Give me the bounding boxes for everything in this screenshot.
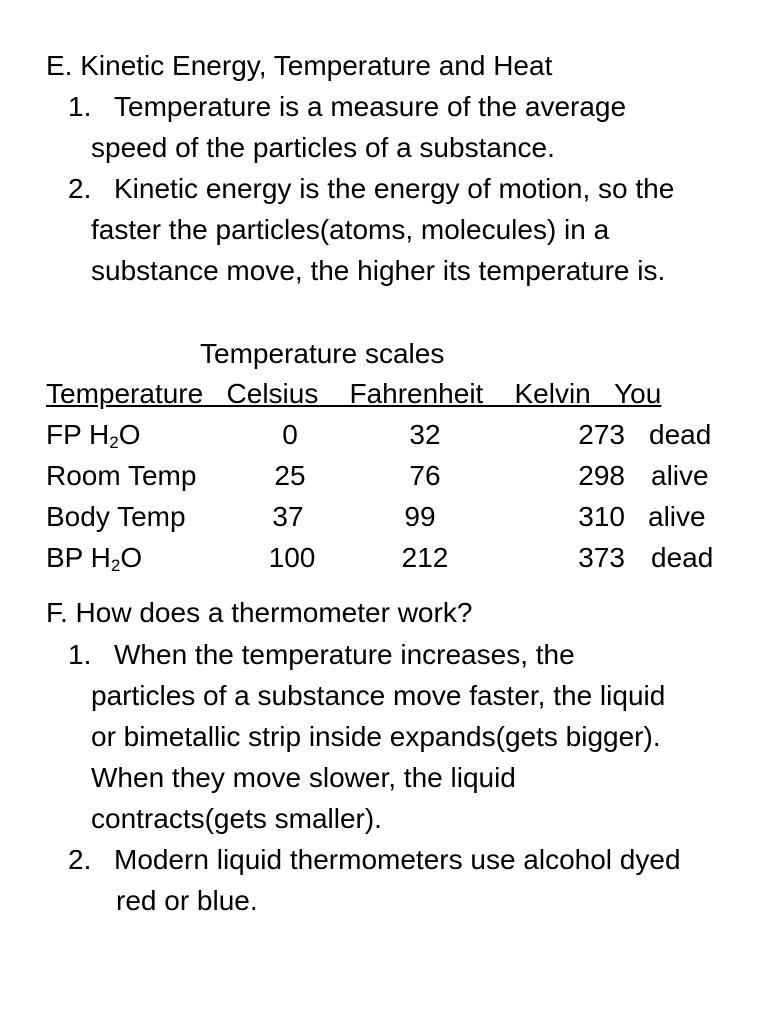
section-f-item-2	[68, 846, 681, 874]
list-number: 2.	[68, 173, 92, 204]
list-item-text: contracts(gets smaller).	[91, 803, 382, 834]
header-celsius: Celsius	[226, 378, 319, 409]
cell-kelvin: 310	[578, 501, 625, 532]
header-temperature: Temperature	[46, 378, 204, 409]
list-item-text: When they move slower, the liquid	[91, 762, 516, 793]
header-kelvin: Kelvin	[514, 378, 591, 409]
cell-kelvin: 273	[578, 419, 625, 450]
list-item-text: or bimetallic strip inside expands(gets bigger).	[91, 721, 661, 752]
list-item-text: Modern liquid thermometers use alcohol dyed	[114, 844, 681, 875]
cell-celsius: 25	[274, 460, 306, 491]
cell-you: dead	[651, 542, 714, 573]
list-item-text: When the temperature increases, the	[114, 639, 575, 670]
cell-celsius: 0	[282, 419, 298, 450]
section-e-item-1	[68, 93, 626, 121]
cell-fahrenheit: 76	[409, 460, 441, 491]
cell-kelvin: 373	[578, 542, 625, 573]
header-you: You	[614, 378, 662, 409]
row-label: FP $H_2O$	[46, 419, 141, 452]
list-item-text: Temperature is a measure of the average	[114, 91, 627, 122]
list-item-text: speed of the particles of a substance.	[91, 132, 555, 163]
cell-you: alive	[648, 501, 706, 532]
header-underline-span	[46, 380, 726, 408]
list-item-text: particles of a substance move faster, the liquid	[91, 680, 666, 711]
cell-you: dead	[649, 419, 712, 450]
section-f-item-1	[68, 641, 575, 669]
cell-fahrenheit: 99	[404, 501, 436, 532]
cell-celsius: 100	[268, 542, 316, 573]
list-number: 2.	[68, 844, 92, 875]
cell-kelvin: 298	[578, 460, 625, 491]
section-f-heading: F. How does a thermometer work?	[46, 597, 473, 628]
table-title: Temperature scales	[200, 338, 445, 369]
header-fahrenheit: Fahrenheit	[349, 378, 484, 409]
section-e-item-2	[68, 175, 674, 203]
cell-fahrenheit: 32	[409, 419, 441, 450]
cell-celsius: 37	[272, 501, 304, 532]
row-label: Room Temp	[46, 460, 197, 491]
list-item-text: Kinetic energy is the energy of motion, so the	[114, 173, 675, 204]
list-item-text: substance move, the higher its temperature is.	[91, 255, 666, 286]
list-item-text: red or blue.	[116, 885, 258, 916]
cell-you: alive	[651, 460, 709, 491]
cell-fahrenheit: 212	[401, 542, 449, 573]
list-number: 1.	[68, 639, 92, 670]
row-label: BP $H_2O$	[46, 542, 143, 575]
list-number: 1.	[68, 91, 92, 122]
row-label: Body Temp	[46, 501, 186, 532]
section-e-heading: E. Kinetic Energy, Temperature and Heat	[46, 50, 553, 81]
list-item-text: faster the particles(atoms, molecules) in a	[91, 214, 610, 245]
